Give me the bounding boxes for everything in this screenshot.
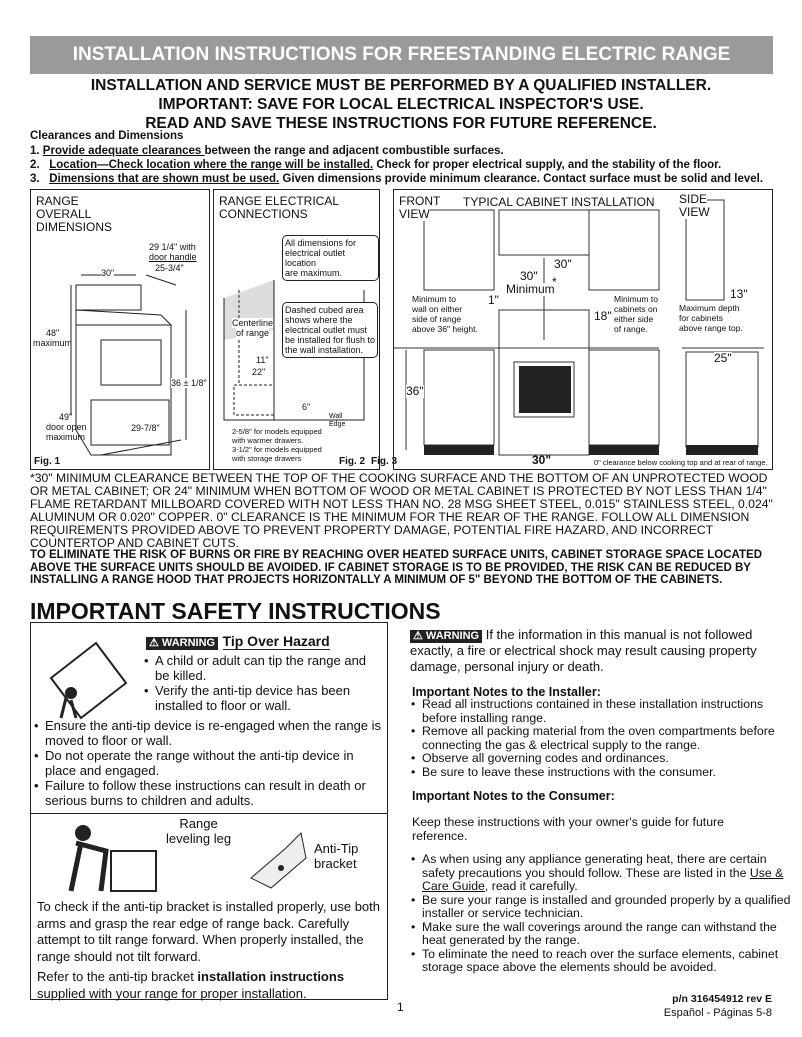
dim-label: door handle [149, 252, 197, 262]
headline-read: READ AND SAVE THESE INSTRUCTIONS FOR FUTURE REFERENCE. [145, 115, 657, 132]
part-number: p/n 316454912 rev E [672, 993, 772, 1005]
dim-label: Wall [329, 413, 343, 420]
figure-range-overall-dimensions [30, 189, 210, 470]
list-item: • Make sure the wall coverings around the range can withstand the heat generated by the range. [408, 921, 793, 948]
general-warning: ⚠ WARNING If the information in this manual is not followed exactly, a fire or electrical shock may result causing property damage, personal injury or death. [410, 627, 757, 674]
leveling-leg-label: Range leveling leg [166, 816, 232, 846]
anti-tip-check-text: To check if the anti-tip bracket is installed properly, use both arms and grasp the rear edge of range back. Carefully attempt to tilt range forward. When properly installed, the range should not tilt forward. [37, 899, 380, 964]
figure-range-electrical-connections [213, 189, 380, 470]
fig1-title: DIMENSIONS [36, 220, 113, 234]
fig3-label: VIEW [399, 207, 430, 221]
list-item: • Be sure your range is installed and grounded properly by a qualified installer or service technician. [408, 894, 793, 921]
divider [31, 813, 387, 814]
dim-label: maximum [46, 432, 86, 442]
clearance-item-2: 2. Location—Check location where the range will be installed. Check for proper electrical supply, and the stability of the floor. [30, 159, 722, 171]
risk-note: TO ELIMINATE THE RISK OF BURNS OR FIRE BY REACHING OVER HEATED SURFACE UNITS, CABINET STORAGE SPACE LOCATED ABOVE THE SURFACE UNITS SHOULD BE AVOIDED. IF CABINET STORAGE IS TO BE PROVIDED, THE RISK CAN BE REDUCED BY INSTALLING A RANGE HOOD THAT PROJECTS HORIZONTALLY A MINIMUM OF 5" BEYOND THE BOTTOM OF THE CABINETS. [30, 549, 763, 586]
dim-label: door open [46, 422, 87, 432]
dim-label: Centerline [232, 318, 274, 328]
headline-save: IMPORTANT: SAVE FOR LOCAL ELECTRICAL INSPECTOR'S USE. [158, 96, 644, 113]
list-item: • Verify the anti-tip device has been installed to floor or wall. [141, 683, 381, 713]
dim-label: 11" [256, 355, 269, 365]
tip-over-hazard-heading: Tip Over Hazard [222, 633, 330, 649]
list-item: • Ensure the anti-tip device is re-engaged when the range is moved to floor or wall. [31, 718, 386, 748]
tip-bullets-top [141, 653, 381, 713]
tip-bullets [31, 718, 386, 808]
fig3-label: SIDE [679, 192, 708, 206]
dim-label: 25-3/4" [155, 263, 184, 273]
list-item: • Remove all packing material from the oven compartments before connecting the gas & electrical supply to the range. [408, 725, 793, 752]
dim-label: 6" [302, 402, 311, 412]
clearances-heading: Clearances and Dimensions [30, 130, 184, 142]
dim-label: of range [236, 328, 270, 338]
fig3-title: TYPICAL CABINET INSTALLATION [459, 196, 659, 209]
anti-tip-check-illustration-icon [61, 821, 161, 896]
fig3-label: VIEW [679, 205, 710, 219]
dim-label: 30" [532, 453, 552, 467]
installer-heading: Important Notes to the Installer: [412, 685, 601, 699]
fig1-title: OVERALL [36, 207, 92, 221]
figure-typical-cabinet-installation [393, 189, 773, 470]
note-outlet-maximum: All dimensions for electrical outlet location are maximum. [282, 235, 379, 281]
tip-heading [146, 633, 330, 651]
anti-tip-bracket-label: Anti-Tip bracket [314, 841, 359, 871]
list-item: • Read all instructions contained in these installation instructions before installing range. [408, 698, 793, 725]
anti-tip-bracket-icon [241, 828, 316, 893]
tip-over-illustration-icon [46, 638, 131, 723]
list-item: • Observe all governing codes and ordinances. [408, 752, 793, 766]
consumer-heading: Important Notes to the Consumer: [412, 789, 615, 803]
dim-label: 29 1/4" with [149, 242, 196, 252]
fig2-caption: Fig. 2 [339, 456, 366, 467]
dim-label: 49" [59, 412, 73, 422]
fig2-title: RANGE ELECTRICAL [219, 194, 340, 208]
cabinet-minimum-note: Minimum to cabinets on either side of range. [614, 294, 658, 334]
dim-label: 30" [520, 269, 538, 283]
consumer-notes [408, 853, 793, 975]
list-item: • Be sure to leave these instructions with the consumer. [408, 766, 793, 780]
list-item: • To eliminate the need to reach over the surface elements, cabinet storage space above the elements should be avoided. [408, 948, 793, 975]
dim-label: 36" [406, 384, 424, 398]
dim-label: 29-7/8" [131, 423, 160, 433]
headline-qualified: INSTALLATION AND SERVICE MUST BE PERFORMED BY A QUALIFIED INSTALLER. [90, 77, 712, 94]
dim-label: 36 ± 1/8" [171, 378, 207, 388]
refer-text: Refer to the anti-tip bracket installation instructions supplied with your range for proper installation. [37, 969, 345, 1001]
note-dashed-area: Dashed cubed area shows where the electrical outlet must be installed for flush to the wall installation. [282, 302, 378, 358]
fig2-title: CONNECTIONS [219, 207, 308, 221]
clearance-item-1: 1. Provide adequate clearances between the range and adjacent combustible surfaces. [30, 145, 504, 157]
list-item: • Do not operate the range without the anti-tip device in place and engaged. [31, 748, 386, 778]
drawer-note: 2-5/8" for models equipped with warmer drawers. 3-1/2" for models equipped with storage drawers [232, 427, 322, 463]
clearance-item-3: 3. Dimensions that are shown must be used. Given dimensions provide minimum clearance. Contact surface must be solid and level. [30, 173, 764, 185]
max-depth-note: Maximum depth for cabinets above range top. [679, 303, 743, 333]
dim-label: * [552, 275, 557, 289]
dim-label: maximum [33, 338, 73, 348]
dim-label: 18" [594, 309, 612, 323]
dim-label: Edge [329, 421, 346, 428]
dim-label: 30" [554, 257, 572, 271]
dim-label: Minimum [506, 282, 555, 296]
dim-label: 30" [101, 268, 115, 278]
dim-label: 1" [488, 293, 499, 307]
dim-label: 22" [252, 367, 266, 377]
fig3-label: FRONT [399, 194, 441, 208]
list-item: • A child or adult can tip the range and be killed. [141, 653, 381, 683]
dim-label: 13" [730, 287, 748, 301]
fig1-caption: Fig. 1 [34, 456, 61, 467]
installer-notes [408, 698, 793, 779]
fig1-title: RANGE [36, 194, 79, 208]
wall-minimum-note: Minimum to wall on either side of range above 36" height. [412, 294, 478, 334]
warning-badge: ⚠ WARNING [410, 630, 482, 643]
use-care-guide-link[interactable]: Use & Care Guide [422, 865, 784, 893]
safety-title: IMPORTANT SAFETY INSTRUCTIONS [30, 598, 441, 624]
warning-badge: ⚠ WARNING [146, 637, 218, 650]
list-item: • As when using any appliance generating heat, there are certain safety precautions you should follow. These are listed in the Use & Care Guide, read it carefully. [408, 853, 793, 894]
consumer-intro: Keep these instructions with your owner's guide for future reference. [412, 815, 724, 843]
tip-over-warning-box [30, 622, 388, 1000]
list-item: • Failure to follow these instructions can result in death or serious burns to children and adults. [31, 778, 386, 808]
page-number: 1 [397, 1000, 404, 1014]
fig3-caption: Fig. 3 [371, 456, 398, 467]
zero-clearance-note: 0" clearance below cooking top and at rear of range. [594, 458, 768, 467]
document-title: INSTALLATION INSTRUCTIONS FOR FREESTANDING ELECTRIC RANGE [30, 36, 773, 74]
dim-label: 25" [714, 351, 732, 365]
dim-label: 48" [46, 328, 60, 338]
clearance-note: *30" MINIMUM CLEARANCE BETWEEN THE TOP OF THE COOKING SURFACE AND THE BOTTOM OF AN UNPROTECTED WOOD OR METAL CABINET; OR 24" MINIMUM WHEN BOTTOM OF WOOD OR METAL CABINET IS PROTECTED BY NOT LESS THAN 1/4" FLAME RETARDANT MILLBOARD COVERED WITH NOT LESS THAN NO. 28 MSG SHEET STEEL, 0.015" STAINLESS STEEL, 0.024" ALUMINUM OR 0.020" COPPER. 0" CLEARANCE IS THE MINIMUM FOR THE REAR OF THE RANGE. FOLLOW ALL DIMENSION REQUIREMENTS PROVIDED ABOVE TO PREVENT PROPERTY DAMAGE, POTENTIAL FIRE HAZARD, AND INCORRECT COUNTERTOP AND CABINET CUTS. [30, 471, 773, 550]
spanish-pages-note: Español - Páginas 5-8 [663, 1007, 772, 1019]
